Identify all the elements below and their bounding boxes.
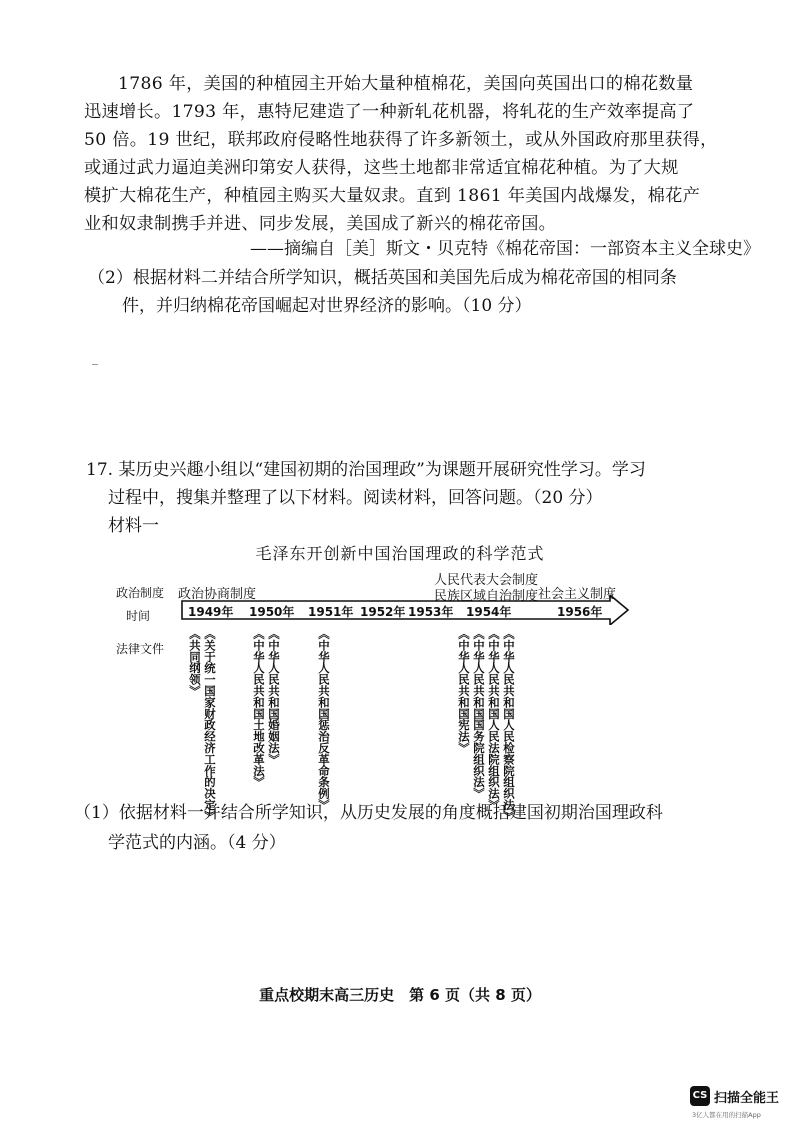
year-1954: 1954年 [466, 605, 512, 619]
doc-court-law: 《中华人民共和国人民法院组织法》 [487, 628, 501, 811]
doc-counterrevolution-regulation: 《中华人民共和国惩治反革命条例》 [317, 628, 331, 811]
paragraph-line: 迅速增长。1793 年，惠特尼建造了一种新轧花机器，将轧花的生产效率提高了 [84, 102, 695, 122]
year-1953: 1953年 [408, 605, 454, 619]
doc-finance-decision: 《关于统一国家财政经济工作的决定》 [203, 628, 217, 822]
paragraph-line: 1786 年，美国的种植园主开始大量种植棉花，美国向英国出口的棉花数量 [118, 74, 694, 94]
year-1951: 1951年 [308, 605, 354, 619]
paragraph-line: 50 倍。19 世纪，联邦政府侵略性地获得了许多新领土，或从外国政府那里获得， [84, 130, 718, 150]
watermark-subtitle: 3亿人都在用的扫描App [692, 1111, 761, 1119]
question-text: 17. 某历史兴趣小组以“建国初期的治国理政”为课题开展研究性学习。学习 [86, 460, 646, 480]
page-footer: 重点校期末高三历史 第 6 页（共 8 页） [259, 986, 541, 1004]
system-npc: 人民代表大会制度 [434, 573, 539, 588]
stray-mark [92, 364, 98, 365]
row-label-docs: 法律文件 [116, 642, 165, 656]
camscanner-logo-icon: CS [690, 1086, 710, 1106]
paragraph-line: 业和奴隶制携手并进、同步发展，美国成了新兴的棉花帝国。 [84, 214, 557, 234]
question-17 [86, 456, 726, 540]
paragraph-line: 模扩大棉花生产，种植园主购买大量奴隶。直到 1861 年美国内战爆发，棉花产 [84, 186, 701, 206]
system-socialist: 社会主义制度 [538, 587, 617, 602]
question-text: （1）依据材料一并结合所学知识，从历史发展的角度概括建国初期治国理政科 [74, 803, 663, 823]
system-political-consultative: 政治协商制度 [178, 587, 257, 602]
system-regional-autonomy: 民族区域自治制度 [434, 589, 539, 604]
doc-marriage-law: 《中华人民共和国土地改革法》 [252, 628, 266, 788]
material-label: 材料一 [108, 516, 159, 536]
watermark-name: 扫描全能王 [714, 1091, 780, 1106]
doc-procuratorate-law: 《中华人民共和国人民检察院组织法》 [502, 628, 516, 822]
doc-state-council-law: 《中华人民共和国国务院组织法》 [472, 628, 486, 799]
year-1956: 1956年 [557, 605, 603, 619]
doc-land-reform-law: 《中华人民共和国婚姻法》 [267, 628, 281, 765]
scanner-watermark [690, 1086, 798, 1126]
doc-common-program: 《共同纲领》 [188, 628, 202, 697]
year-1949: 1949年 [188, 605, 234, 619]
question-text: 学范式的内涵。（4 分） [108, 833, 286, 853]
question-text: 件，并归纳棉花帝国崛起对世界经济的影响。（10 分） [122, 296, 532, 316]
row-label-system: 政治制度 [116, 586, 165, 600]
question-2 [88, 264, 698, 320]
question-text: （2）根据材料二并结合所学知识，概括英国和美国先后成为棉花帝国的相同条 [88, 268, 677, 288]
year-1952: 1952年 [360, 605, 406, 619]
material-two-source: ——摘编自［美］斯文・贝克特《棉花帝国：一部资本主义全球史》 [250, 239, 760, 259]
row-label-time: 时间 [126, 609, 151, 623]
year-1950: 1950年 [249, 605, 295, 619]
question-1 [74, 798, 724, 858]
paragraph-line: 或通过武力逼迫美洲印第安人获得，这些土地都非常适宜棉花种植。为了大规 [84, 158, 679, 178]
material-two-paragraph [84, 70, 718, 238]
question-text: 过程中，搜集并整理了以下材料。阅读材料，回答问题。（20 分） [108, 488, 603, 508]
doc-constitution: 《中华人民共和国宪法》 [457, 628, 471, 754]
timeline-title: 毛泽东开创新中国治国理政的科学范式 [255, 544, 545, 563]
